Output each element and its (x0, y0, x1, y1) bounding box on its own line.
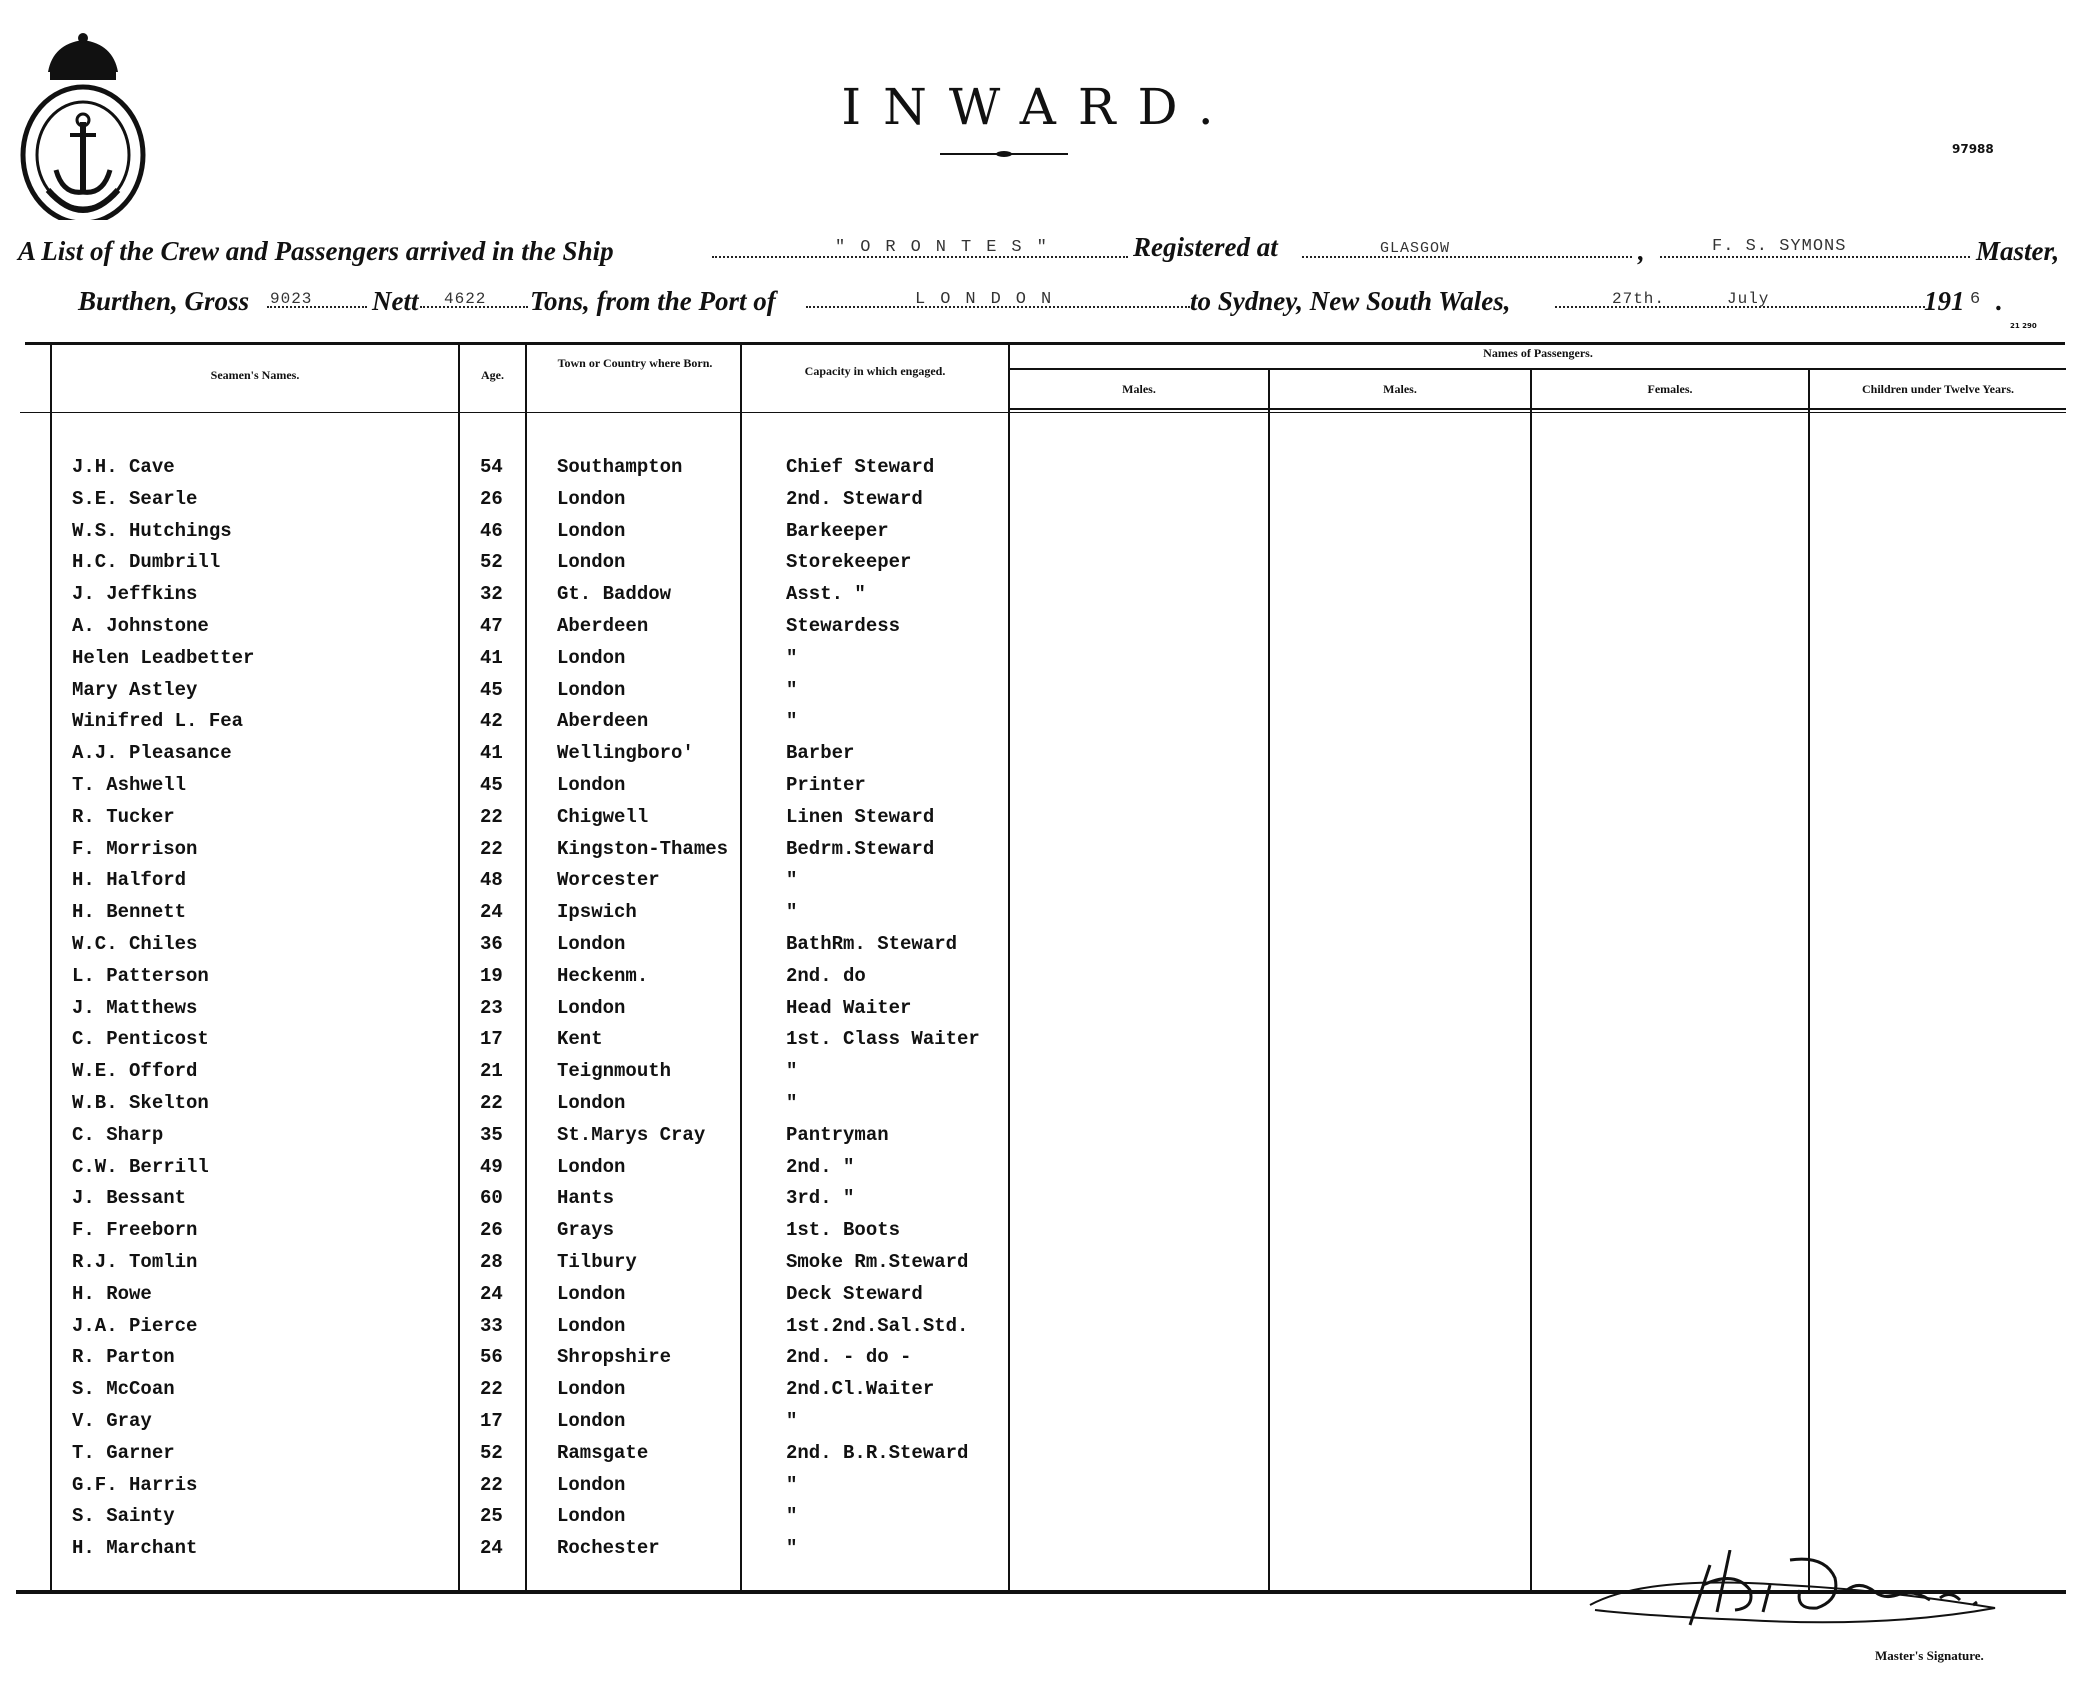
crew-capacity: 2nd. - do - (786, 1346, 912, 1368)
header-capacity: Capacity in which engaged. (804, 364, 946, 378)
crew-age: 21 (480, 1060, 503, 1082)
crew-age: 22 (480, 806, 503, 828)
header-males-2: Males. (1383, 382, 1417, 396)
crew-name: L. Patterson (72, 965, 209, 987)
crew-name: J. Bessant (72, 1187, 187, 1209)
crew-birthplace: London (557, 1283, 626, 1305)
year-typed: 6 (1970, 290, 1982, 309)
crew-age: 22 (480, 1378, 503, 1400)
crew-capacity: 1st. Class Waiter (786, 1028, 980, 1050)
crew-capacity: BathRm. Steward (786, 933, 958, 955)
passenger-group-rule (1010, 368, 2066, 370)
crew-name: Winifred L. Fea (72, 710, 244, 732)
crew-age: 42 (480, 710, 503, 732)
crew-capacity: Deck Steward (786, 1283, 923, 1305)
crew-age: 47 (480, 615, 503, 637)
crew-birthplace: Gt. Baddow (557, 583, 672, 605)
ship-name: "ORONTES" (835, 238, 1062, 257)
crew-birthplace: London (557, 488, 626, 510)
registered-label: Registered at (1133, 232, 1278, 262)
crew-age: 17 (480, 1028, 503, 1050)
year-printed: 191 (1924, 286, 1965, 316)
crew-birthplace: Teignmouth (557, 1060, 672, 1082)
table-top-rule (25, 342, 2065, 345)
crew-birthplace: Grays (557, 1219, 615, 1241)
crew-name: S. McCoan (72, 1378, 175, 1400)
column-divider-passengers (1008, 344, 1010, 1592)
column-divider-capacity (740, 344, 742, 1592)
crew-capacity: " (786, 710, 798, 732)
crew-birthplace: Rochester (557, 1537, 660, 1559)
crew-age: 32 (480, 583, 503, 605)
crew-age: 45 (480, 679, 503, 701)
header-age: Age. (481, 368, 504, 382)
crew-age: 22 (480, 1092, 503, 1114)
crew-name: G.F. Harris (72, 1474, 198, 1496)
crew-age: 48 (480, 869, 503, 891)
crew-age: 28 (480, 1251, 503, 1273)
crew-name: W.E. Offord (72, 1060, 198, 1082)
crew-capacity: " (786, 1060, 798, 1082)
crew-name: R.J. Tomlin (72, 1251, 198, 1273)
burthen-label: Burthen, Gross (78, 286, 250, 316)
master-name-rule (1660, 256, 1970, 258)
crew-birthplace: Hants (557, 1187, 615, 1209)
crew-capacity: " (786, 1410, 798, 1432)
crew-age: 41 (480, 647, 503, 669)
crew-age: 26 (480, 488, 503, 510)
crew-capacity: 2nd. do (786, 965, 866, 987)
crew-name: H.C. Dumbrill (72, 551, 221, 573)
crew-age: 52 (480, 551, 503, 573)
crew-name: Mary Astley (72, 679, 198, 701)
crew-capacity: 1st.2nd.Sal.Std. (786, 1315, 969, 1337)
header-children: Children under Twelve Years. (1861, 382, 2014, 396)
crew-age: 22 (480, 838, 503, 860)
reference-number-2: 21 290 (2010, 322, 2037, 330)
crew-capacity: Asst. " (786, 583, 866, 605)
crew-capacity: Smoke Rm.Steward (786, 1251, 969, 1273)
arrival-day: 27th. (1612, 290, 1666, 308)
header-born: Town or Country where Born. (557, 356, 713, 370)
column-divider-born (525, 344, 527, 1592)
crew-capacity: " (786, 901, 798, 923)
crew-birthplace: London (557, 679, 626, 701)
to-label: to Sydney, New South Wales, (1190, 286, 1511, 316)
crew-birthplace: London (557, 1156, 626, 1178)
crew-capacity: Stewardess (786, 615, 901, 637)
nett-label: Nett (372, 286, 419, 316)
crew-age: 24 (480, 901, 503, 923)
crew-capacity: " (786, 1092, 798, 1114)
crew-name: R. Parton (72, 1346, 175, 1368)
crew-name: J. Matthews (72, 997, 198, 1019)
crew-name: W.B. Skelton (72, 1092, 209, 1114)
crew-age: 56 (480, 1346, 503, 1368)
crew-age: 19 (480, 965, 503, 987)
crew-age: 36 (480, 933, 503, 955)
crew-name: J.A. Pierce (72, 1315, 198, 1337)
title-ornament (940, 150, 1068, 158)
crew-capacity: Printer (786, 774, 866, 796)
crew-name: S. Sainty (72, 1505, 175, 1527)
crew-birthplace: London (557, 647, 626, 669)
crew-capacity: " (786, 869, 798, 891)
crew-birthplace: London (557, 551, 626, 573)
comma: , (1638, 236, 1645, 266)
header-males-1: Males. (1122, 382, 1156, 396)
crew-birthplace: London (557, 1474, 626, 1496)
masters-signature (1585, 1550, 2025, 1640)
master-name: F. S. SYMONS (1712, 237, 1847, 256)
crew-birthplace: St.Marys Cray (557, 1124, 706, 1146)
crew-name: V. Gray (72, 1410, 152, 1432)
crew-birthplace: Aberdeen (557, 710, 649, 732)
registered-port: GLASGOW (1380, 240, 1451, 257)
crew-birthplace: Worcester (557, 869, 660, 891)
year-dot: . (1996, 286, 2003, 316)
crew-age: 60 (480, 1187, 503, 1209)
crew-birthplace: Southampton (557, 456, 683, 478)
tons-label: Tons, from the Port of (530, 286, 776, 316)
crew-age: 41 (480, 742, 503, 764)
crew-birthplace: London (557, 774, 626, 796)
registered-port-rule (1302, 256, 1632, 258)
gross-tons: 9023 (270, 290, 313, 308)
master-label: Master, (1976, 236, 2060, 266)
crew-name: W.C. Chiles (72, 933, 198, 955)
crew-capacity: Storekeeper (786, 551, 912, 573)
crew-capacity: Chief Steward (786, 456, 935, 478)
crew-birthplace: London (557, 1505, 626, 1527)
crew-age: 35 (480, 1124, 503, 1146)
column-divider-females (1530, 370, 1532, 1592)
masters-signature-label: Master's Signature. (1875, 1648, 1984, 1663)
crew-birthplace: Ipswich (557, 901, 637, 923)
crew-birthplace: London (557, 933, 626, 955)
column-divider-children (1808, 370, 1810, 1592)
crew-name: H. Halford (72, 869, 187, 891)
crew-age: 46 (480, 520, 503, 542)
crew-birthplace: London (557, 1315, 626, 1337)
crew-capacity: 3rd. " (786, 1187, 855, 1209)
crew-age: 33 (480, 1315, 503, 1337)
crew-name: J. Jeffkins (72, 583, 198, 605)
crew-birthplace: Tilbury (557, 1251, 637, 1273)
crew-birthplace: London (557, 1410, 626, 1432)
crew-name: A. Johnstone (72, 615, 209, 637)
crew-name: H. Marchant (72, 1537, 198, 1559)
crew-age: 17 (480, 1410, 503, 1432)
crew-name: Helen Leadbetter (72, 647, 255, 669)
crew-name: H. Rowe (72, 1283, 152, 1305)
crew-birthplace: Ramsgate (557, 1442, 649, 1464)
crew-capacity: " (786, 1537, 798, 1559)
crew-age: 25 (480, 1505, 503, 1527)
crew-birthplace: London (557, 1092, 626, 1114)
arrival-month: July (1727, 290, 1770, 308)
crew-capacity: " (786, 1474, 798, 1496)
crew-name: C. Sharp (72, 1124, 164, 1146)
crew-age: 49 (480, 1156, 503, 1178)
crew-name: T. Garner (72, 1442, 175, 1464)
crew-birthplace: Chigwell (557, 806, 649, 828)
crew-capacity: Pantryman (786, 1124, 889, 1146)
crew-birthplace: Kingston-Thames (557, 838, 729, 860)
crew-name: F. Freeborn (72, 1219, 198, 1241)
crew-capacity: " (786, 679, 798, 701)
crew-birthplace: London (557, 1378, 626, 1400)
crew-birthplace: Wellingboro' (557, 742, 694, 764)
passenger-subhead-rule (1010, 408, 2066, 410)
crew-age: 22 (480, 1474, 503, 1496)
header-females: Females. (1647, 382, 1693, 396)
crew-name: S.E. Searle (72, 488, 198, 510)
crew-capacity: Head Waiter (786, 997, 912, 1019)
crew-capacity: Linen Steward (786, 806, 935, 828)
crew-age: 54 (480, 456, 503, 478)
crew-birthplace: Heckenm. (557, 965, 649, 987)
crew-age: 45 (480, 774, 503, 796)
column-divider-males (1268, 370, 1270, 1592)
crew-capacity: 2nd. B.R.Steward (786, 1442, 969, 1464)
nett-tons: 4622 (444, 290, 487, 308)
crew-capacity: Barkeeper (786, 520, 889, 542)
crew-age: 23 (480, 997, 503, 1019)
column-divider-age (458, 344, 460, 1592)
crew-capacity: 2nd. Steward (786, 488, 923, 510)
crew-capacity: Bedrm.Steward (786, 838, 935, 860)
page-title: INWARD. (841, 78, 1236, 136)
header-names-of-passengers: Names of Passengers. (1483, 346, 1593, 360)
crew-name: T. Ashwell (72, 774, 187, 796)
crew-age: 52 (480, 1442, 503, 1464)
crew-birthplace: Shropshire (557, 1346, 672, 1368)
crew-name: H. Bennett (72, 901, 187, 923)
crew-name: A.J. Pleasance (72, 742, 232, 764)
crew-name: W.S. Hutchings (72, 520, 232, 542)
from-port: LONDON (915, 290, 1067, 309)
crew-capacity: " (786, 1505, 798, 1527)
crew-name: F. Morrison (72, 838, 198, 860)
crew-age: 24 (480, 1537, 503, 1559)
crew-capacity: 2nd.Cl.Waiter (786, 1378, 935, 1400)
reference-number: 97988 (1952, 142, 1994, 156)
crew-birthplace: London (557, 520, 626, 542)
crew-birthplace: Kent (557, 1028, 603, 1050)
header-seamens-names: Seamen's Names. (210, 368, 300, 382)
preamble-intro: A List of the Crew and Passengers arrived in the Ship (18, 236, 614, 266)
crew-name: R. Tucker (72, 806, 175, 828)
crew-birthplace: London (557, 997, 626, 1019)
crew-capacity: " (786, 647, 798, 669)
crew-name: C.W. Berrill (72, 1156, 209, 1178)
crew-name: C. Penticost (72, 1028, 209, 1050)
crew-birthplace: Aberdeen (557, 615, 649, 637)
crew-capacity: Barber (786, 742, 855, 764)
crew-capacity: 1st. Boots (786, 1219, 901, 1241)
crew-name: J.H. Cave (72, 456, 175, 478)
crew-age: 26 (480, 1219, 503, 1241)
crew-age: 24 (480, 1283, 503, 1305)
column-divider-name (50, 344, 52, 1592)
crew-capacity: 2nd. " (786, 1156, 855, 1178)
header-bottom-rule (20, 412, 2066, 413)
